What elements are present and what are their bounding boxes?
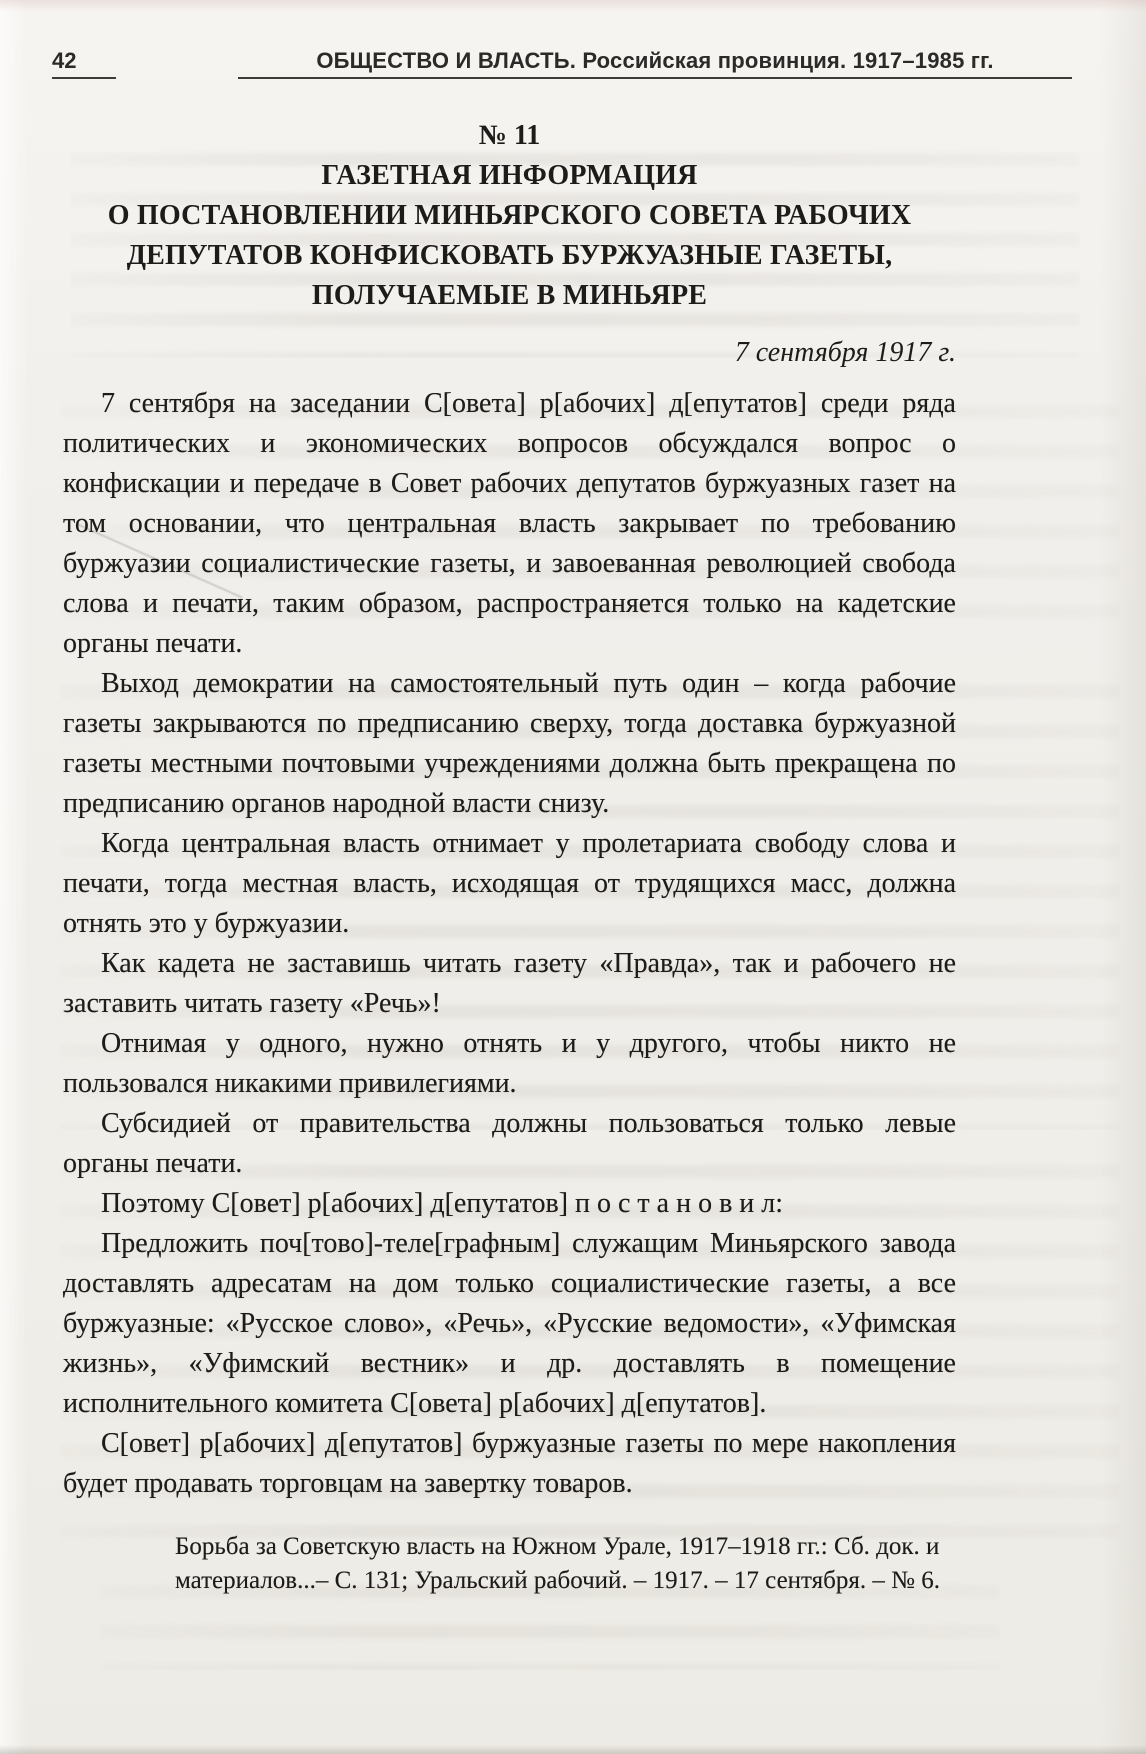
body-paragraph: Предложить поч[тово]-теле[графным] служащим Миньярского завода доставлять адресатам на дом только социалистические газеты, а все буржуазные: «Русское слово», «Речь», «Русские ведомости», «Уфимская жизнь», «Уфимский вестник» и др. доставлять в помещение исполнительного комитета С[овета] р[абочих] д[епутатов]. [63, 1228, 956, 1419]
running-head [0, 48, 1146, 82]
body-paragraph: Когда центральная власть отнимает у пролетариата свободу слова и печати, тогда местная власть, исходящая от трудящихся масс, должна отнять это у буржуазии. [63, 828, 956, 939]
document-title: ГАЗЕТНАЯ ИНФОРМАЦИЯ О ПОСТАНОВЛЕНИИ МИНЬЯРСКОГО СОВЕТА РАБОЧИХ ДЕПУТАТОВ КОНФИСКОВАТЬ БУРЖУАЗНЫЕ ГАЗЕТЫ, ПОЛУЧАЕМЫЕ В МИНЬЯРЕ [107, 160, 912, 311]
page-number: 42 [52, 48, 116, 79]
running-head-rule [238, 48, 1072, 79]
document-number-heading: № 11 [478, 120, 541, 151]
body-paragraph: Выход демократии на самостоятельный путь один – когда рабочие газеты закрываются по предписанию сверху, тогда доставка буржуазной газеты местными почтовыми учреждениями должна быть прекращена по предписанию органов народной власти снизу. [63, 668, 956, 819]
body-paragraph: С[овет] р[абочих] д[епутатов] буржуазные газеты по мере накопления будет продавать торговцам на завертку товаров. [63, 1428, 956, 1499]
document-body [63, 116, 956, 1598]
body-paragraph: Как кадета не заставишь читать газету «Правда», так и рабочего не заставить читать газету «Речь»! [63, 948, 956, 1019]
body-paragraph: Субсидией от правительства должны пользоваться только левые органы печати. [63, 1108, 956, 1179]
body-paragraph: Отнимая у одного, нужно отнять и у другого, чтобы никто не пользовался никакими привилегиями. [63, 1028, 956, 1099]
document-date: 7 сентября 1917 г. [734, 337, 956, 368]
document-text [63, 384, 956, 1504]
running-title: ОБЩЕСТВО И ВЛАСТЬ. Российская провинция. 1917–1985 гг. [316, 48, 994, 73]
body-paragraph: Поэтому С[овет] р[абочих] д[епутатов] п о с т а н о в и л: [101, 1188, 784, 1219]
source-citation: Борьба за Советскую власть на Южном Урале, 1917–1918 гг.: Сб. док. и материалов...– С. 131; Уральский рабочий. – 1917. – 17 сентября. – № 6. [175, 1533, 940, 1594]
body-paragraph: 7 сентября на заседании С[овета] р[абочих] д[епутатов] среди ряда политических и экономических вопросов обсуждался вопрос о конфискации и передаче в Совет рабочих депутатов буржуазных газет на том основании, что центральная власть закрывает по требованию буржуазии социалистические газеты, и завоеванная революцией свобода слова и печати, таким образом, распространяется только на кадетские органы печати. [63, 388, 956, 659]
